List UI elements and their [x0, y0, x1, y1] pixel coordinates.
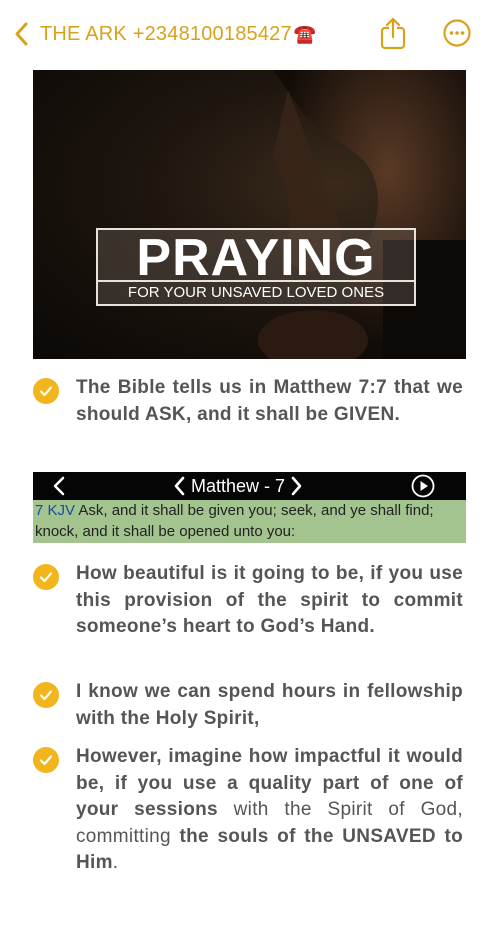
bullet-text-part: with the Spirit of God, committing [76, 799, 463, 847]
bullet-item [33, 561, 473, 641]
bullet-text-part: However, imagine how impactful it would be, if you use a quality part of one of your sessions [76, 746, 463, 820]
hero-title: PRAYING [136, 229, 376, 287]
praying-image [33, 70, 466, 359]
chevron-left-icon[interactable] [51, 476, 69, 496]
note-title: THE ARK +2348100185427 [40, 22, 292, 45]
bullet-text-part: the souls of the UNSAVED to Him [76, 825, 463, 873]
ellipsis-circle-icon[interactable] [442, 18, 472, 48]
next-chapter-icon[interactable] [289, 475, 303, 497]
chapter-label: Matthew - 7 [191, 475, 286, 496]
share-icon[interactable] [378, 16, 408, 50]
navigation-bar [0, 0, 499, 68]
telephone-icon: ☎️ [293, 23, 317, 44]
chevron-left-icon [12, 20, 32, 48]
checkmark-icon[interactable] [33, 682, 59, 708]
back-button[interactable] [12, 18, 316, 50]
bullet-text [76, 744, 463, 877]
play-icon[interactable] [411, 474, 435, 498]
chapter-selector[interactable] [173, 473, 303, 499]
hero-subtitle: FOR YOUR UNSAVED LOVED ONES [98, 280, 414, 304]
bullet-text: I know we can spend hours in fellowship with the Holy Spirit, [76, 681, 463, 729]
verse-reference[interactable]: 7 KJV [35, 502, 76, 519]
bullet-text: The Bible tells us in Matthew 7:7 that we should ASK, and it shall be GIVEN. [76, 377, 463, 425]
bullet-item [33, 744, 473, 877]
checkmark-icon[interactable] [33, 747, 59, 773]
praying-man-illustration [33, 70, 466, 359]
bullet-item [33, 375, 473, 428]
bullet-text: How beautiful is it going to be, if you use this provision of the spirit to commit someone’s heart to God’s Hand. [76, 563, 463, 637]
checkmark-icon[interactable] [33, 564, 59, 590]
bible-verse-bar [33, 472, 466, 500]
hero-banner [96, 228, 416, 306]
previous-chapter-icon[interactable] [173, 475, 187, 497]
bullet-text-part: . [112, 852, 119, 873]
verse-text: Ask, and it shall be given you; seek, and ye shall find; knock, and it shall be opened unto you: [35, 502, 434, 540]
bible-verse [33, 500, 466, 543]
checkmark-icon[interactable] [33, 378, 59, 404]
bullet-item [33, 679, 473, 732]
